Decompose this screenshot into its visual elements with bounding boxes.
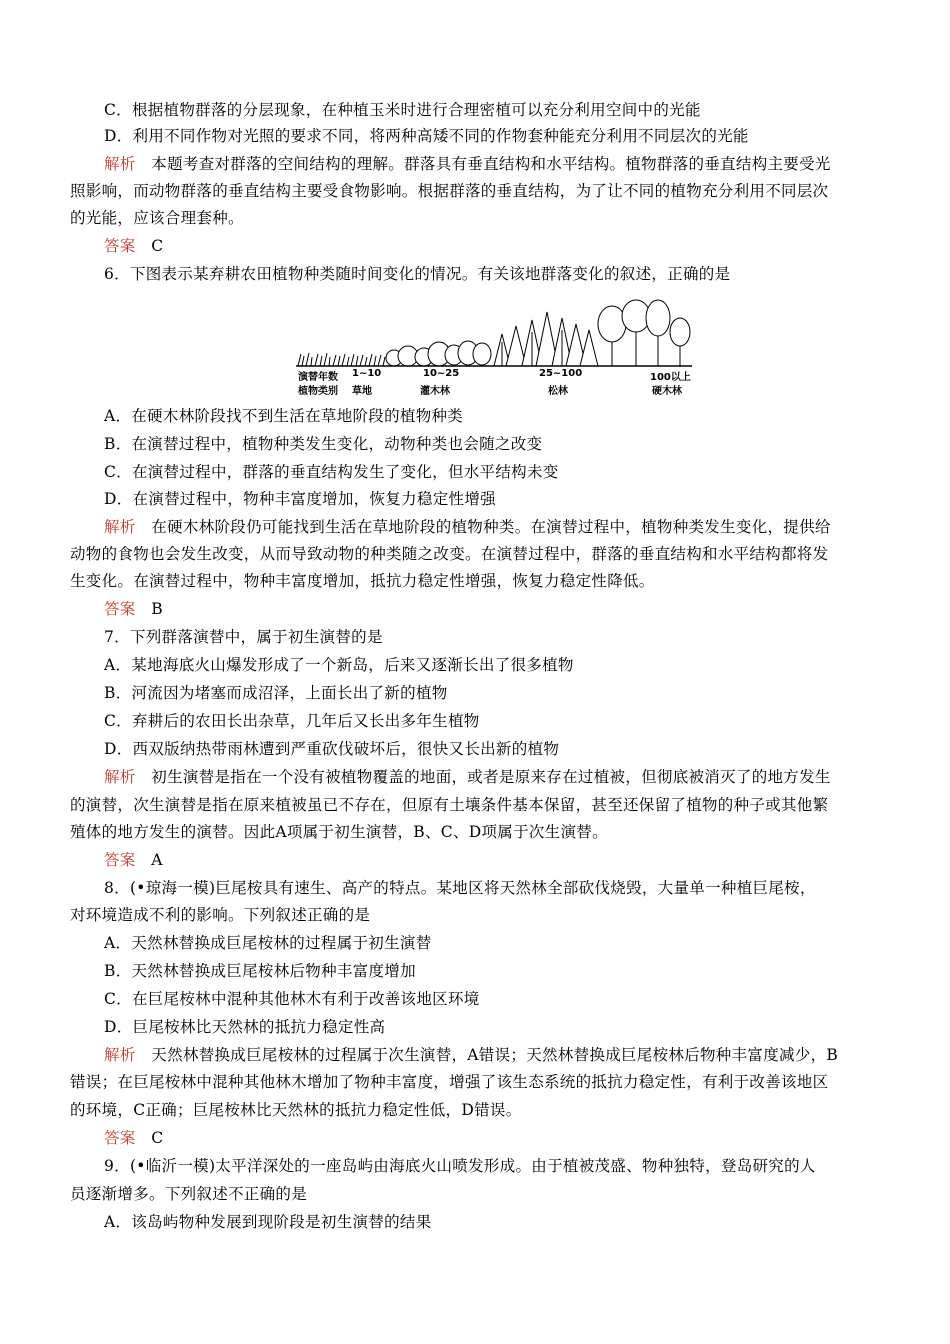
shrub-icon [386, 341, 491, 366]
stage-type: 草地 [352, 386, 372, 397]
q7-option-d: D．西双版纳热带雨林遭到严重砍伐破坏后，很快又长出新的植物 [104, 740, 560, 758]
q6-analysis-line: 动物的食物也会发生改变，从而导致动物的种类随之改变。在演替过程中，群落的垂直结构和水平结构都将发 [70, 545, 829, 563]
q7-option-b: B．河流因为堵塞而成沼泽，上面长出了新的植物 [104, 684, 448, 702]
analysis-text: 初生演替是指在一个没有被植物覆盖的地面，或者是原来存在过植被，但彻底被消灭了的地方发生 [151, 768, 831, 786]
q7-option-a: A．某地海底火山爆发形成了一个新岛，后来又逐渐长出了很多植物 [104, 656, 574, 674]
q6-option-b: B．在演替过程中，植物种类发生变化，动物种类也会随之改变 [104, 435, 543, 453]
q5-option-d: D．利用不同作物对光照的要求不同，将两种高矮不同的作物套种能充分利用不同层次的光能 [104, 127, 749, 145]
answer-value: C [151, 1129, 164, 1147]
answer-value: B [151, 600, 163, 618]
analysis-label: 解析 [104, 155, 136, 173]
q5-analysis-line [104, 154, 904, 174]
analysis-label: 解析 [104, 768, 136, 786]
q7-stem: 7．下列群落演替中，属于初生演替的是 [104, 628, 383, 646]
q6-answer [104, 599, 904, 619]
q5-answer [104, 236, 904, 256]
q9-stem: 员逐渐增多。下列叙述不正确的是 [70, 1185, 308, 1203]
stage-years: 25~100 [539, 368, 583, 379]
stage-years: 10~25 [423, 368, 460, 379]
succession-figure [296, 298, 692, 398]
stage-years: 1~10 [352, 368, 382, 379]
analysis-label: 解析 [104, 518, 136, 536]
years-row-title: 演替年数 [298, 372, 338, 383]
q9-stem: 9．(•临沂一模)太平洋深处的一座岛屿由海底火山喷发形成。由于植被茂盛、物种独特，登岛研究的人 [104, 1157, 816, 1175]
q8-option-b: B．天然林替换成巨尾桉林后物种丰富度增加 [104, 962, 416, 980]
q6-analysis-line: 生变化。在演替过程中，物种丰富度增加，抵抗力稳定性增强，恢复力稳定性降低。 [70, 572, 655, 590]
q5-analysis-line: 照影响，而动物群落的垂直结构主要受食物影响。根据群落的垂直结构，为了让不同的植物充分利用不同层次 [70, 182, 829, 200]
q8-answer [104, 1128, 904, 1148]
analysis-text: 在硬木林阶段仍可能找到生活在草地阶段的植物种类。在演替过程中，植物种类发生变化，提供给 [151, 518, 831, 536]
q8-option-a: A．天然林替换成巨尾桉林的过程属于初生演替 [104, 934, 432, 952]
answer-label: 答案 [104, 237, 136, 255]
q6-option-a: A．在硬木林阶段找不到生活在草地阶段的植物种类 [104, 407, 464, 425]
q6-analysis-line [104, 517, 904, 537]
q6-option-c: C．在演替过程中，群落的垂直结构发生了变化，但水平结构未变 [104, 463, 559, 481]
q8-option-c: C．在巨尾桉林中混种其他林木有利于改善该地区环境 [104, 990, 480, 1008]
q9-option-a: A．该岛屿物种发展到现阶段是初生演替的结果 [104, 1213, 432, 1231]
stage-years: 100以上 [650, 372, 691, 383]
stage-type: 灌木林 [420, 386, 450, 397]
answer-label: 答案 [104, 1129, 136, 1147]
q8-analysis-line [104, 1045, 904, 1065]
answer-label: 答案 [104, 851, 136, 869]
q7-analysis-line: 的演替，次生演替是指在原来植被虽已不存在，但原有土壤条件基本保留，甚至还保留了植物的种子或其他繁 [70, 796, 829, 814]
q5-analysis-line: 的光能，应该合理套种。 [70, 209, 244, 227]
analysis-text: 天然林替换成巨尾桉林的过程属于次生演替，A错误；天然林替换成巨尾桉林后物种丰富度减少，B [151, 1046, 839, 1064]
stage-type: 松林 [548, 386, 568, 397]
grass-icon [298, 353, 385, 366]
q7-analysis-line [104, 767, 904, 787]
q8-analysis-line: 的环境，C正确；巨尾桉林比天然林的抵抗力稳定性低，D错误。 [70, 1101, 522, 1119]
q5-option-c: C．根据植物群落的分层现象，在种植玉米时进行合理密植可以充分利用空间中的光能 [104, 101, 701, 119]
q8-option-d: D．巨尾桉林比天然林的抵抗力稳定性高 [104, 1018, 386, 1036]
answer-value: A [151, 851, 163, 869]
q7-option-c: C．弃耕后的农田长出杂草，几年后又长出多年生植物 [104, 712, 480, 730]
pine-tree-icon [494, 312, 598, 366]
analysis-label: 解析 [104, 1046, 136, 1064]
q7-analysis-line: 殖体的地方发生的演替。因此A项属于初生演替，B、C、D项属于次生演替。 [70, 823, 608, 841]
stage-type: 硬木林 [652, 386, 682, 397]
q7-answer [104, 850, 904, 870]
answer-value: C [151, 237, 164, 255]
q8-stem: 对环境造成不利的影响。下列叙述正确的是 [70, 906, 371, 924]
answer-label: 答案 [104, 600, 136, 618]
q6-option-d: D．在演替过程中，物种丰富度增加，恢复力稳定性增强 [104, 490, 496, 508]
q6-stem: 6．下图表示某弃耕农田植物种类随时间变化的情况。有关该地群落变化的叙述，正确的是 [104, 265, 731, 283]
analysis-text: 本题考查对群落的空间结构的理解。群落具有垂直结构和水平结构。植物群落的垂直结构主要受光 [151, 155, 831, 173]
q8-stem: 8．(•琼海一模)巨尾桉具有速生、高产的特点。某地区将天然林全部砍伐烧毁，大量单一种植巨尾桉， [104, 879, 816, 897]
hardwood-tree-icon [598, 300, 690, 366]
type-row-title: 植物类别 [298, 386, 338, 397]
q8-analysis-line: 错误；在巨尾桉林中混种其他林木增加了物种丰富度，增强了该生态系统的抵抗力稳定性，有利于改善该地区 [70, 1073, 829, 1091]
